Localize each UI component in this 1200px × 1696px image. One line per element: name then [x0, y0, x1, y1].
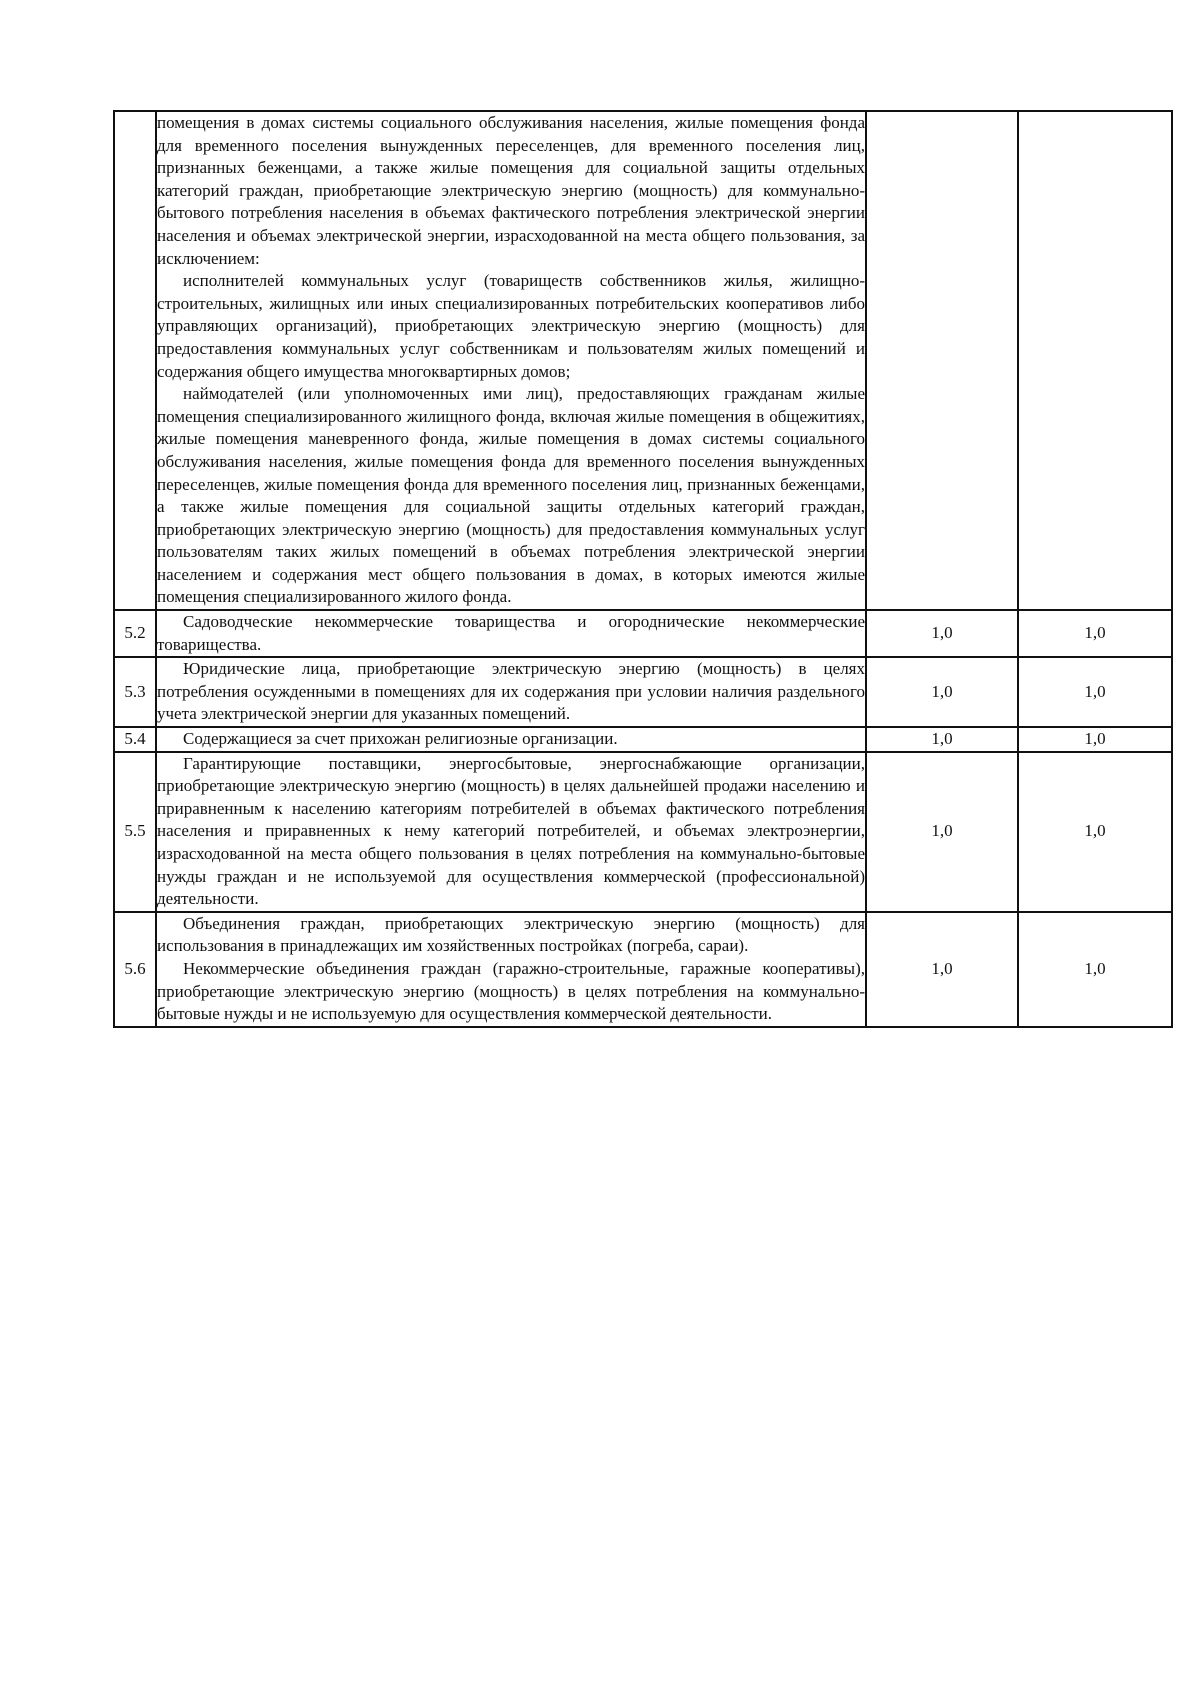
description-paragraph: исполнителей коммунальных услуг (товариществ собственников жилья, жилищно-строительных, жилищных или иных специализированных потребительских кооперативов либо управляющих организаций), приобретающих электрическую энергию (мощность) для предоставления коммунальных услуг собственникам и пользователям жилых помещений и содержания общего имущества многоквартирных домов; [157, 271, 865, 381]
row-number: 5.4 [114, 727, 156, 752]
row-number [114, 111, 156, 610]
table-row [114, 752, 1172, 912]
row-description [156, 657, 866, 727]
row-number: 5.2 [114, 610, 156, 657]
description-paragraph: Гарантирующие поставщики, энергосбытовые, энергоснабжающие организации, приобретающие электрическую энергию (мощность) в целях дальнейшей продажи населению и приравненным к населению категориям потребителей в объемах фактического потребления населения и приравненных к нему категорий потребителей, и объемах электроэнергии, израсходованной на места общего пользования в целях потребления на коммунально-бытовые нужды граждан и не используемой для осуществления коммерческой (профессиональной) деятельности. [157, 753, 865, 909]
table-row [114, 657, 1172, 727]
row-number: 5.6 [114, 912, 156, 1027]
coefficient-value-2: 1,0 [1018, 610, 1172, 657]
coefficient-value-2 [1018, 111, 1172, 610]
table-row [114, 111, 1172, 610]
description-paragraph: Некоммерческие объединения граждан (гаражно-строительные, гаражные кооперативы), приобретающие электрическую энергию (мощность) в целях потребления на коммунально-бытовые нужды и не используемую для осуществления коммерческой деятельности. [157, 958, 865, 1024]
row-number: 5.5 [114, 752, 156, 912]
coefficient-value-1 [866, 111, 1018, 610]
description-paragraph: помещения в домах системы социального обслуживания населения, жилые помещения фонда для временного поселения вынужденных переселенцев, для временного поселения лиц, признанных беженцами, а также жилые помещения для социальной защиты отдельных категорий граждан, приобретающие электрическую энергию (мощность) для коммунально-бытового потребления населения в объемах фактического потребления электрической энергии населения и объемах электрической энергии, израсходованной на места общего пользования, за исключением: [157, 113, 865, 268]
coefficient-value-1: 1,0 [866, 657, 1018, 727]
table-row [114, 610, 1172, 657]
row-description [156, 752, 866, 912]
table-row [114, 912, 1172, 1027]
tariff-coefficient-table [113, 110, 1173, 1028]
description-paragraph: наймодателей (или уполномоченных ими лиц), предоставляющих гражданам жилые помещения специализированного жилищного фонда, включая жилые помещения в общежитиях, жилые помещения маневренного фонда, жилые помещения в домах системы социального обслуживания населения, жилые помещения фонда для временного поселения вынужденных переселенцев, жилые помещения фонда для временного поселения лиц, признанных беженцами, а также жилые помещения для социальной защиты отдельных категорий граждан, приобретающих электрическую энергию (мощность) для предоставления коммунальных услуг пользователям таких жилых помещений в объемах потребления электрической энергии населением и содержания мест общего пользования в домах, в которых имеются жилые помещения специализированного жилого фонда. [157, 384, 865, 607]
coefficient-value-2: 1,0 [1018, 657, 1172, 727]
coefficient-value-1: 1,0 [866, 912, 1018, 1027]
coefficient-value-1: 1,0 [866, 727, 1018, 752]
row-number: 5.3 [114, 657, 156, 727]
coefficient-value-1: 1,0 [866, 752, 1018, 912]
coefficient-value-2: 1,0 [1018, 727, 1172, 752]
row-description [156, 111, 866, 610]
coefficient-value-1: 1,0 [866, 610, 1018, 657]
row-description [156, 610, 866, 657]
description-paragraph: Садоводческие некоммерческие товарищества и огороднические некоммерческие товарищества. [157, 612, 865, 654]
row-description [156, 727, 866, 752]
coefficient-value-2: 1,0 [1018, 752, 1172, 912]
description-paragraph: Юридические лица, приобретающие электрическую энергию (мощность) в целях потребления осужденными в помещениях для их содержания при условии наличия раздельного учета электрической энергии для указанных помещений. [157, 659, 865, 724]
coefficient-value-2: 1,0 [1018, 912, 1172, 1027]
table-row [114, 727, 1172, 752]
description-paragraph: Объединения граждан, приобретающих электрическую энергию (мощность) для использования в принадлежащих им хозяйственных постройках (погреба, сараи). [157, 913, 865, 956]
row-description [156, 912, 866, 1027]
description-paragraph: Содержащиеся за счет прихожан религиозные организации. [183, 729, 618, 749]
